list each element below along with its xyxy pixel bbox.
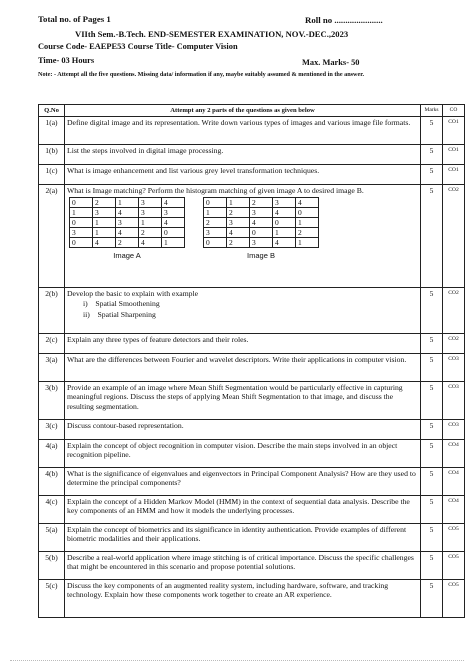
grid-cell: 0 (250, 228, 273, 238)
grid-cell: 3 (250, 238, 273, 248)
page-footer-line (10, 660, 464, 661)
grid-cell: 1 (227, 198, 250, 208)
question-text: Develop the basic to explain with example (67, 289, 199, 299)
table-row (39, 552, 465, 580)
question-text: Define digital image and its representation. Write down various types of images and various image file formats. (65, 117, 421, 145)
image-a-grid (69, 197, 185, 248)
question-text-2a (65, 185, 421, 288)
question-number: 5(c) (39, 580, 65, 618)
grid-cell: 2 (93, 198, 116, 208)
grid-cell: 2 (227, 238, 250, 248)
grid-cell: 4 (273, 238, 296, 248)
question-marks: 5 (421, 354, 443, 382)
grid-cell: 1 (296, 238, 319, 248)
col-marks: Marks (421, 105, 443, 117)
grid-cell: 1 (273, 228, 296, 238)
image-b-caption: Image B (247, 251, 275, 261)
question-text: Describe a real-world application where image stitching is of critical importance. Discuss the specific challenges that might be encountered in this scenario and propose potential solutions. (65, 552, 421, 580)
question-text: Explain any three types of feature detectors and their roles. (65, 334, 421, 354)
exam-time: Time- 03 Hours (38, 56, 95, 65)
question-marks: 5 (421, 440, 443, 468)
question-marks: 5 (421, 420, 443, 440)
question-number: 2(c) (39, 334, 65, 354)
table-row (39, 580, 465, 618)
grid-cell: 3 (116, 218, 139, 228)
question-co: CO1 (443, 145, 465, 165)
grid-cell: 3 (273, 198, 296, 208)
image-b-block (203, 197, 319, 260)
question-co: CO5 (443, 552, 465, 580)
grid-cell: 3 (139, 198, 162, 208)
table-row (39, 420, 465, 440)
table-row (39, 524, 465, 552)
grid-cell: 4 (162, 218, 185, 228)
grid-cell: 0 (296, 208, 319, 218)
question-number: 4(b) (39, 468, 65, 496)
grid-cell: 1 (204, 208, 227, 218)
question-marks: 5 (421, 117, 443, 145)
grid-cell: 1 (70, 208, 93, 218)
table-header-row (39, 105, 465, 117)
question-text: Discuss contour-based representation. (65, 420, 421, 440)
grid-cell: 0 (162, 228, 185, 238)
grid-row (70, 238, 185, 248)
grid-cell: 2 (139, 228, 162, 238)
question-marks: 5 (421, 334, 443, 354)
grid-cell: 0 (70, 238, 93, 248)
question-marks: 5 (421, 165, 443, 185)
sub-item-number: i) (83, 299, 88, 309)
table-row (39, 117, 465, 145)
question-co: CO5 (443, 524, 465, 552)
grid-cell: 4 (162, 198, 185, 208)
question-number: 3(a) (39, 354, 65, 382)
question-marks: 5 (421, 185, 443, 288)
grid-cell: 0 (70, 218, 93, 228)
question-marks: 5 (421, 524, 443, 552)
question-text: What is the significance of eigenvalues and eigenvectors in Principal Component Analysis? How are they used to determine the principal components? (65, 468, 421, 496)
grid-row (204, 198, 319, 208)
question-co: CO2 (443, 334, 465, 354)
table-row (39, 468, 465, 496)
grid-cell: 4 (116, 228, 139, 238)
table-row (39, 288, 465, 334)
grid-cell: 3 (93, 208, 116, 218)
question-text: Explain the concept of object recognition in computer vision. Describe the main steps involved in an object recognition pipeline. (65, 440, 421, 468)
col-qno: Q.No (39, 105, 65, 117)
grid-cell: 4 (250, 218, 273, 228)
question-co: CO3 (443, 382, 465, 420)
grid-cell: 1 (139, 218, 162, 228)
col-co: CO (443, 105, 465, 117)
exam-header (0, 0, 474, 105)
question-marks: 5 (421, 468, 443, 496)
question-number: 5(b) (39, 552, 65, 580)
col-instruction: Attempt any 2 parts of the questions as given below (65, 105, 421, 117)
grid-cell: 1 (116, 198, 139, 208)
sub-item-text: Spatial Sharpening (97, 309, 156, 319)
table-row (39, 354, 465, 382)
question-number: 1(c) (39, 165, 65, 185)
grid-row (70, 198, 185, 208)
grid-cell: 3 (250, 208, 273, 218)
question-number: 4(c) (39, 496, 65, 524)
question-text: What is image enhancement and list various grey level transformation techniques. (65, 165, 421, 185)
grid-cell: 2 (250, 198, 273, 208)
questions-table (38, 104, 465, 618)
question-co: CO4 (443, 496, 465, 524)
sub-item-number: ii) (83, 309, 90, 319)
table-row (39, 382, 465, 420)
question-co: CO4 (443, 440, 465, 468)
table-row (39, 165, 465, 185)
question-number: 2(b) (39, 288, 65, 334)
question-co: CO4 (443, 468, 465, 496)
grid-cell: 4 (93, 238, 116, 248)
exam-title: VIIth Sem.-B.Tech. END-SEMESTER EXAMINATION, NOV.-DEC.,2023 (75, 29, 349, 39)
grid-row (204, 218, 319, 228)
question-co: CO3 (443, 354, 465, 382)
grid-cell: 4 (116, 208, 139, 218)
course-line: Course Code- EAEPE53 Course Title- Computer Vision (38, 42, 238, 51)
sub-item-text: Spatial Smoothening (95, 299, 160, 309)
grid-cell: 2 (204, 218, 227, 228)
grid-cell: 0 (204, 238, 227, 248)
question-text: Discuss the key components of an augmented reality system, including hardware, software, and tracking technology. Explain how these components work together to create an AR experience. (65, 580, 421, 618)
grid-cell: 4 (273, 208, 296, 218)
grid-cell: 2 (116, 238, 139, 248)
grid-row (204, 208, 319, 218)
max-marks: Max. Marks- 50 (302, 58, 360, 67)
question-co: CO1 (443, 117, 465, 145)
sub-items (83, 299, 418, 318)
question-number: 5(a) (39, 524, 65, 552)
question-number: 1(b) (39, 145, 65, 165)
grid-cell: 3 (204, 228, 227, 238)
grid-cell: 3 (70, 228, 93, 238)
table-row (39, 496, 465, 524)
exam-note: Note: - Attempt all the five questions. Missing data/ information if any, maybe suitably assumed & mentioned in the answer. (38, 71, 364, 78)
grid-row (70, 208, 185, 218)
grid-cell: 1 (93, 218, 116, 228)
list-item (83, 310, 418, 319)
question-number: 3(c) (39, 420, 65, 440)
total-pages: Total no. of Pages 1 (38, 14, 111, 24)
question-number: 2(a) (39, 185, 65, 288)
grid-cell: 3 (139, 208, 162, 218)
grid-cell: 3 (162, 208, 185, 218)
question-number: 4(a) (39, 440, 65, 468)
question-marks: 5 (421, 496, 443, 524)
grid-cell: 2 (227, 208, 250, 218)
image-b-grid (203, 197, 319, 248)
histogram-images (69, 197, 418, 260)
question-text-2b (65, 288, 421, 334)
grid-row (70, 228, 185, 238)
image-a-caption: Image A (113, 251, 141, 261)
table-row (39, 440, 465, 468)
grid-cell: 1 (93, 228, 116, 238)
question-text: Explain the concept of biometrics and its significance in identity authentication. Provide examples of different biometric modalities and their applications. (65, 524, 421, 552)
question-marks: 5 (421, 288, 443, 334)
table-row (39, 145, 465, 165)
question-co: CO2 (443, 288, 465, 334)
image-a-block (69, 197, 185, 260)
question-text: What is Image matching? Perform the histogram matching of given image A to desired image B. (67, 186, 364, 196)
question-number: 3(b) (39, 382, 65, 420)
table-row (39, 334, 465, 354)
grid-cell: 4 (139, 238, 162, 248)
question-text: What are the differences between Fourier and wavelet descriptors. Write their applications in computer vision. (65, 354, 421, 382)
question-co: CO2 (443, 185, 465, 288)
list-item (83, 299, 418, 308)
question-marks: 5 (421, 145, 443, 165)
question-co: CO1 (443, 165, 465, 185)
grid-row (204, 238, 319, 248)
question-text: List the steps involved in digital image processing. (65, 145, 421, 165)
question-number: 1(a) (39, 117, 65, 145)
grid-cell: 0 (204, 198, 227, 208)
grid-row (204, 228, 319, 238)
table-row (39, 185, 465, 288)
grid-cell: 1 (296, 218, 319, 228)
grid-cell: 4 (296, 198, 319, 208)
grid-cell: 0 (70, 198, 93, 208)
question-marks: 5 (421, 580, 443, 618)
grid-cell: 3 (227, 218, 250, 228)
grid-cell: 0 (273, 218, 296, 228)
grid-row (70, 218, 185, 228)
roll-no: Roll no ...................... (305, 15, 383, 25)
question-co: CO5 (443, 580, 465, 618)
grid-cell: 4 (227, 228, 250, 238)
question-marks: 5 (421, 552, 443, 580)
question-text: Explain the concept of a Hidden Markov Model (HMM) in the context of sequential data analysis. Describe the key components of an HMM and how it models the underlying processes. (65, 496, 421, 524)
grid-cell: 2 (296, 228, 319, 238)
question-marks: 5 (421, 382, 443, 420)
grid-cell: 1 (162, 238, 185, 248)
question-co: CO3 (443, 420, 465, 440)
question-text: Provide an example of an image where Mean Shift Segmentation would be particularly effective in capturing meaningful regions. Discuss the steps of applying Mean Shift Segmentation to that image, and discuss the resulting segmentation. (65, 382, 421, 420)
